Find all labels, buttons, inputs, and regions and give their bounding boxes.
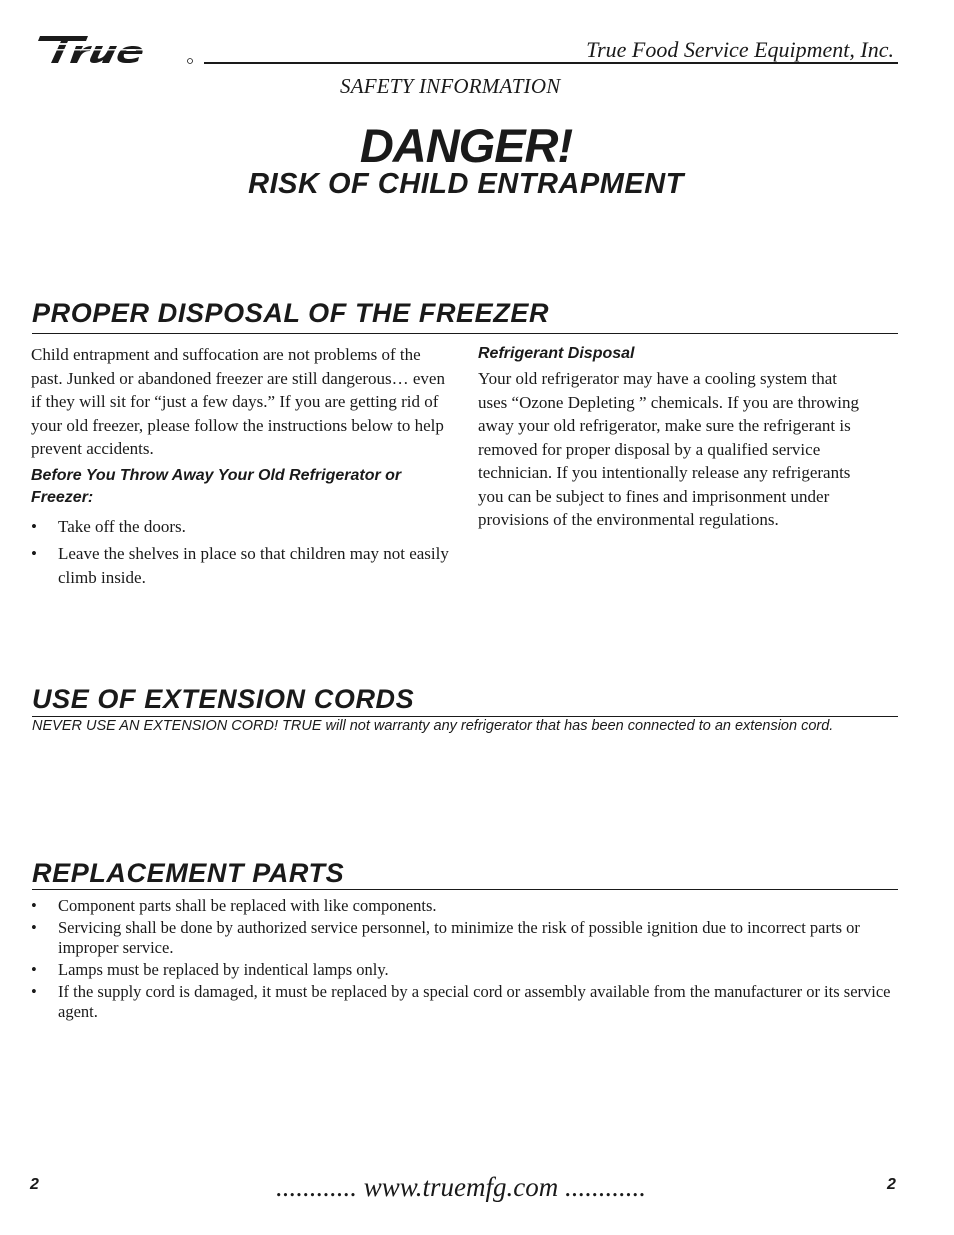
list-item: • Leave the shelves in place so that children may not easily climb inside. <box>31 542 451 589</box>
extension-heading: USE OF EXTENSION CORDS <box>32 684 415 714</box>
company-name: True Food Service Equipment, Inc. <box>586 37 894 62</box>
danger-title: DANGER! <box>359 119 573 172</box>
disposal-steps <box>31 515 451 590</box>
disposal-intro: Child entrapment and suffocation are not problems of the past. Junked or abandoned freezer are still dangerous… even if they will sit for “just a few days.” If you are getting rid of your old freezer, please follow the instructions below to help prevent accidents. <box>31 345 445 458</box>
parts-rule <box>32 889 898 890</box>
disposal-rule <box>32 333 898 334</box>
refrigerant-text: Your old refrigerator may have a cooling system that uses “Ozone Depleting ” chemicals. If you are throwing away your old refrigerator, make sure the refrigerant is removed for proper disposal by a qualified service technician. If you intentionally release any refrigerants you can be subject to fines and imprisonment under provisions of the environmental regulations. <box>478 369 859 529</box>
before-throw-heading: Before You Throw Away Your Old Refrigerator or Freezer: <box>31 466 402 506</box>
list-item: • Component parts shall be replaced with like components. <box>31 896 897 916</box>
extension-rule <box>32 716 898 717</box>
list-item: • Lamps must be replaced by indentical lamps only. <box>31 960 897 980</box>
parts-list <box>31 896 897 1024</box>
disposal-heading: PROPER DISPOSAL OF THE FREEZER <box>32 298 550 328</box>
list-item: • Servicing shall be done by authorized service personnel, to minimize the risk of possible ignition due to incorrect parts or improper service. <box>31 918 897 958</box>
page-number-left: 2 <box>30 1176 39 1193</box>
list-item: • Take off the doors. <box>31 515 451 539</box>
refrigerant-heading: Refrigerant Disposal <box>478 345 635 362</box>
danger-subtitle: RISK OF CHILD ENTRAPMENT <box>248 168 684 200</box>
disposal-right-column <box>478 343 860 532</box>
extension-note: NEVER USE AN EXTENSION CORD! TRUE will not warranty any refrigerator that has been connected to an extension cord. <box>32 718 834 734</box>
page-number-right: 2 <box>887 1176 896 1193</box>
footer-url: ............ www.truemfg.com ............ <box>276 1172 646 1202</box>
disposal-left-column <box>31 343 451 589</box>
list-item: • If the supply cord is damaged, it must be replaced by a special cord or assembly available from the manufacturer or its service agent. <box>31 982 897 1022</box>
section-label: SAFETY INFORMATION <box>340 74 561 98</box>
true-logo <box>36 30 196 66</box>
parts-heading: REPLACEMENT PARTS <box>32 858 345 888</box>
